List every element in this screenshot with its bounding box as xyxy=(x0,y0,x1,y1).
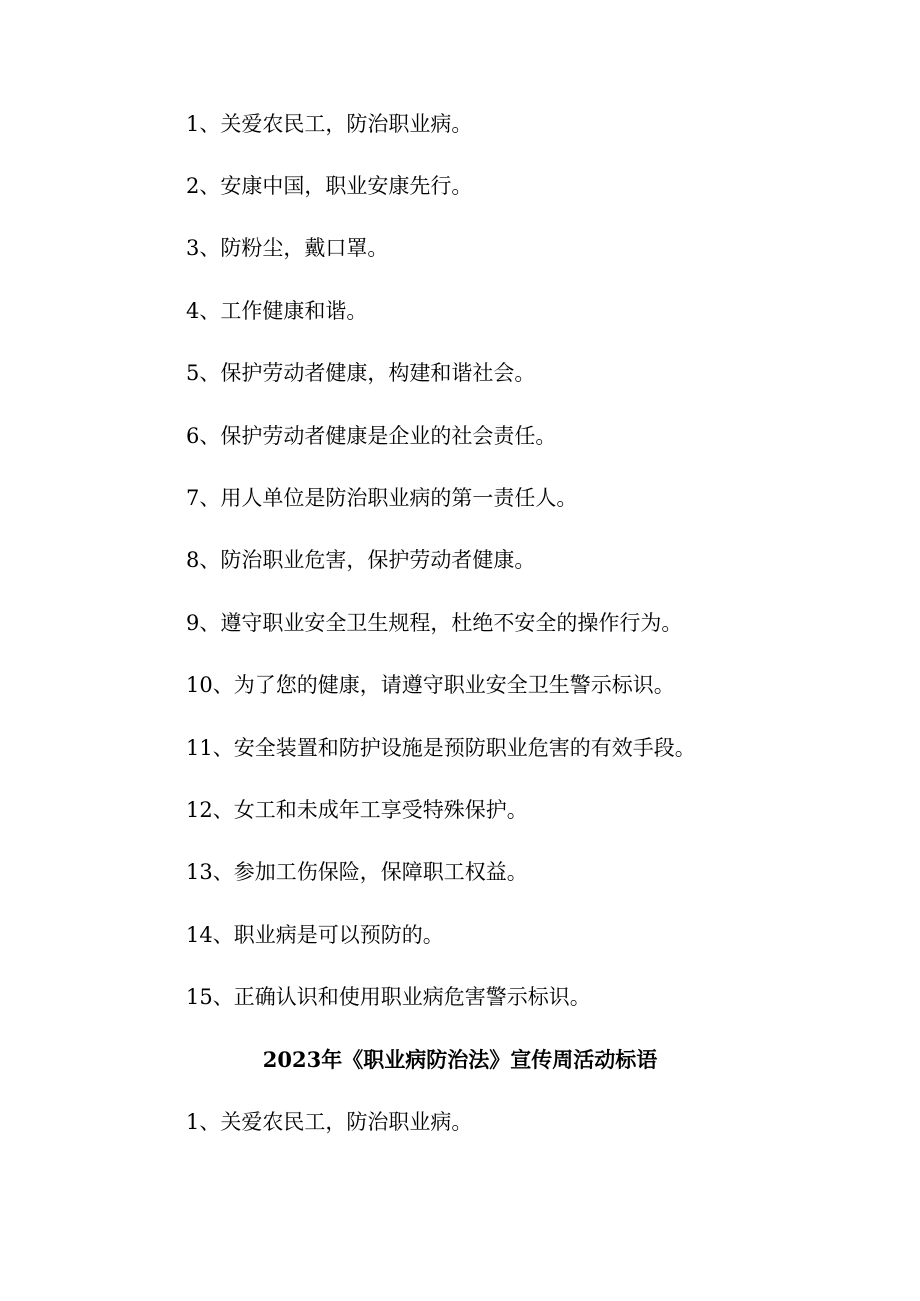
slogan-item-4: 4、工作健康和谐。 xyxy=(186,299,368,323)
slogan-item-3: 3、防粉尘，戴口罩。 xyxy=(186,236,389,260)
slogan-item-1: 1、关爱农民工，防治职业病。 xyxy=(186,112,473,136)
slogan-item-13: 13、参加工伤保险，保障职工权益。 xyxy=(186,860,528,884)
slogan-item-10: 10、为了您的健康，请遵守职业安全卫生警示标识。 xyxy=(186,673,675,697)
slogan-item-2: 2、安康中国，职业安康先行。 xyxy=(186,174,473,198)
slogan-item-9: 9、遵守职业安全卫生规程，杜绝不安全的操作行为。 xyxy=(186,611,683,635)
slogan-item-15: 15、正确认识和使用职业病危害警示标识。 xyxy=(186,985,591,1009)
slogan-item-6: 6、保护劳动者健康是企业的社会责任。 xyxy=(186,424,557,448)
slogan-item-8: 8、防治职业危害，保护劳动者健康。 xyxy=(186,548,536,572)
slogan-item-14: 14、职业病是可以预防的。 xyxy=(186,923,444,947)
section-heading: 2023年《职业病防治法》宣传周活动标语 xyxy=(262,1047,658,1072)
slogan-item-11: 11、安全装置和防护设施是预防职业危害的有效手段。 xyxy=(186,736,696,760)
slogan-item-5: 5、保护劳动者健康，构建和谐社会。 xyxy=(186,361,536,385)
slogan-item-1-repeat: 1、关爱农民工，防治职业病。 xyxy=(186,1110,473,1134)
slogan-item-7: 7、用人单位是防治职业病的第一责任人。 xyxy=(186,486,578,510)
slogan-item-12: 12、女工和未成年工享受特殊保护。 xyxy=(186,798,528,822)
